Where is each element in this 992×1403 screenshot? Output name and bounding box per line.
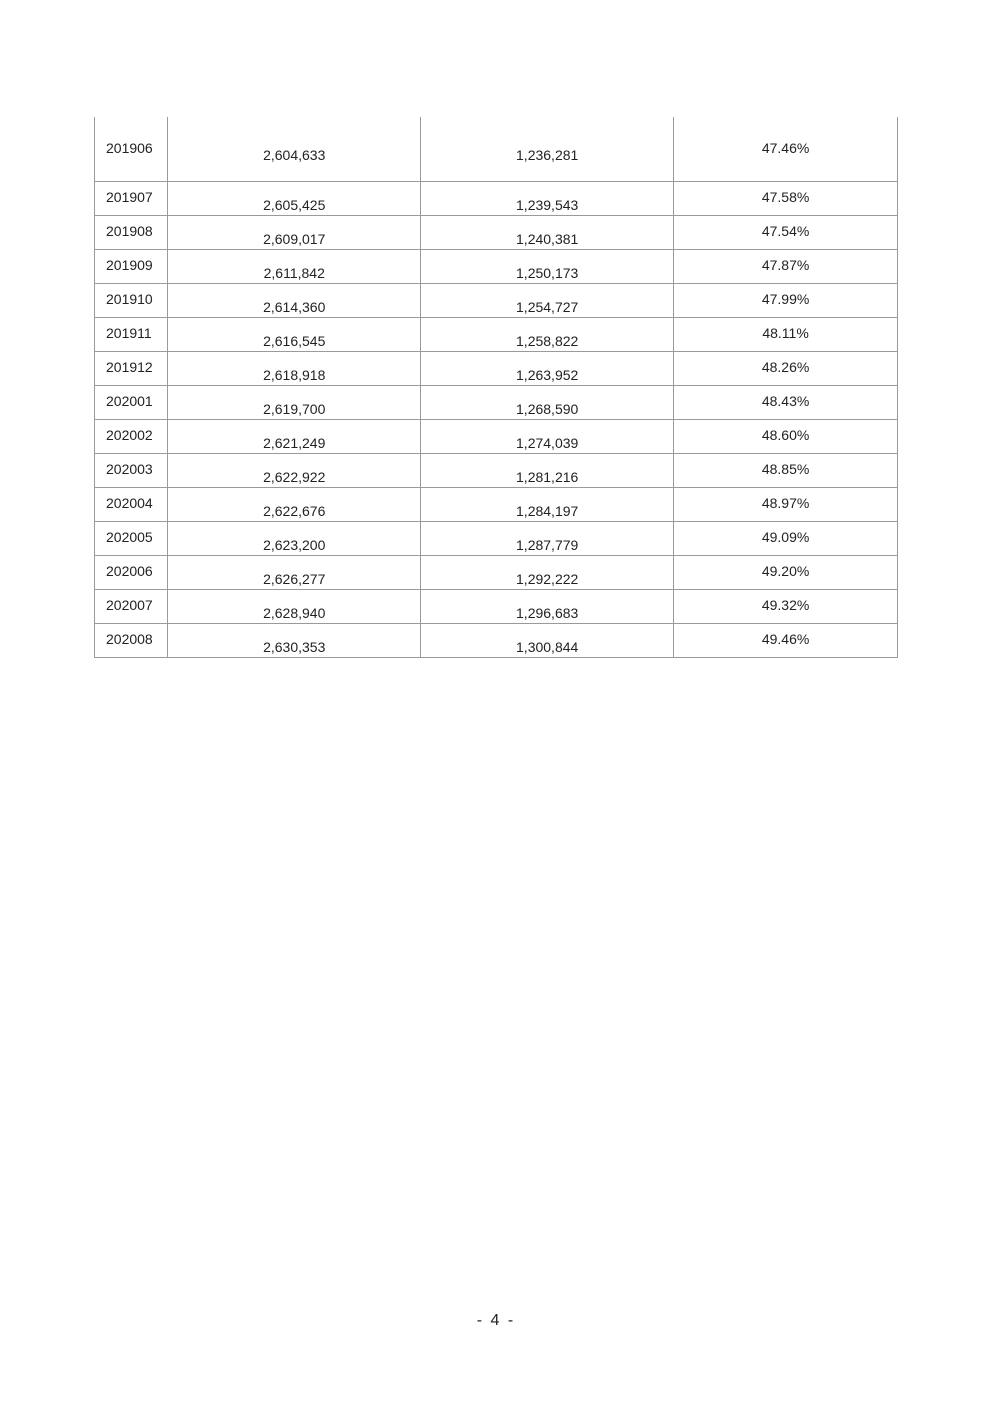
- table-row: [95, 488, 898, 522]
- value-a-cell-text: 2,630,353: [263, 639, 326, 655]
- value-b-cell-text: 1,284,197: [516, 503, 579, 519]
- month-cell: [95, 454, 168, 488]
- value-b-cell: [421, 117, 674, 182]
- percentage-cell-text: 48.43%: [761, 393, 810, 409]
- table-row: [95, 454, 898, 488]
- month-cell: [95, 556, 168, 590]
- percentage-cell-text: 48.26%: [761, 359, 810, 375]
- value-b-cell: [421, 318, 674, 352]
- value-a-cell-text: 2,628,940: [263, 605, 326, 621]
- month-cell: [95, 590, 168, 624]
- table-row: [95, 420, 898, 454]
- page-number: - 4 -: [476, 1312, 516, 1329]
- table-row: [95, 556, 898, 590]
- value-b-cell-text: 1,258,822: [516, 333, 579, 349]
- table-row: [95, 624, 898, 658]
- month-cell: [95, 522, 168, 556]
- percentage-cell-text: 48.85%: [761, 461, 810, 477]
- value-a-cell: [168, 454, 421, 488]
- value-a-cell-text: 2,605,425: [263, 197, 326, 213]
- percentage-cell: [674, 352, 898, 386]
- value-a-cell: [168, 284, 421, 318]
- value-a-cell: [168, 522, 421, 556]
- percentage-cell-text: 47.46%: [761, 140, 810, 156]
- month-cell-text: 202001: [106, 393, 153, 409]
- month-cell: [95, 420, 168, 454]
- month-cell-text: 201911: [106, 325, 152, 341]
- table-row: [95, 117, 898, 182]
- value-b-cell-text: 1,292,222: [516, 571, 579, 587]
- value-a-cell-text: 2,622,922: [263, 469, 326, 485]
- value-a-cell: [168, 318, 421, 352]
- value-a-cell: [168, 250, 421, 284]
- value-b-cell-text: 1,274,039: [516, 435, 579, 451]
- value-b-cell: [421, 352, 674, 386]
- month-cell-text: 202008: [106, 631, 153, 647]
- month-cell: [95, 250, 168, 284]
- month-cell: [95, 624, 168, 658]
- value-a-cell: [168, 352, 421, 386]
- percentage-cell-text: 47.99%: [761, 291, 810, 307]
- value-a-cell-text: 2,622,676: [263, 503, 326, 519]
- month-cell: [95, 284, 168, 318]
- month-cell-text: 202004: [106, 495, 153, 511]
- percentage-cell: [674, 386, 898, 420]
- data-table: [94, 117, 898, 658]
- month-cell-text: 202007: [106, 597, 153, 613]
- percentage-cell: [674, 318, 898, 352]
- month-cell-text: 201907: [106, 189, 153, 205]
- percentage-cell: [674, 182, 898, 216]
- percentage-cell: [674, 117, 898, 182]
- value-a-cell: [168, 182, 421, 216]
- table-row: [95, 522, 898, 556]
- value-b-cell-text: 1,250,173: [516, 265, 579, 281]
- percentage-cell-text: 48.11%: [762, 325, 809, 341]
- value-a-cell-text: 2,621,249: [263, 435, 326, 451]
- month-cell: [95, 386, 168, 420]
- percentage-cell-text: 49.09%: [761, 529, 810, 545]
- table-row: [95, 182, 898, 216]
- value-a-cell: [168, 420, 421, 454]
- value-b-cell-text: 1,300,844: [516, 639, 579, 655]
- value-b-cell-text: 1,240,381: [516, 231, 579, 247]
- percentage-cell: [674, 454, 898, 488]
- value-a-cell-text: 2,614,360: [263, 299, 326, 315]
- percentage-cell-text: 47.58%: [761, 189, 810, 205]
- month-cell-text: 201910: [106, 291, 153, 307]
- month-cell: [95, 318, 168, 352]
- value-a-cell: [168, 488, 421, 522]
- table-row: [95, 250, 898, 284]
- month-cell: [95, 216, 168, 250]
- value-b-cell-text: 1,281,216: [516, 469, 579, 485]
- value-a-cell: [168, 386, 421, 420]
- percentage-cell-text: 49.32%: [761, 597, 810, 613]
- table-row: [95, 284, 898, 318]
- table-row: [95, 386, 898, 420]
- percentage-cell: [674, 420, 898, 454]
- month-cell: [95, 117, 168, 182]
- value-a-cell: [168, 624, 421, 658]
- value-b-cell: [421, 590, 674, 624]
- table-body: [95, 117, 898, 658]
- percentage-cell-text: 49.46%: [761, 631, 810, 647]
- month-cell-text: 202005: [106, 529, 153, 545]
- value-b-cell-text: 1,236,281: [516, 147, 579, 163]
- value-a-cell-text: 2,611,842: [263, 265, 325, 281]
- percentage-cell: [674, 624, 898, 658]
- percentage-cell: [674, 522, 898, 556]
- value-b-cell-text: 1,239,543: [516, 197, 579, 213]
- month-cell-text: 201912: [106, 359, 153, 375]
- month-cell: [95, 352, 168, 386]
- value-a-cell: [168, 556, 421, 590]
- value-b-cell-text: 1,263,952: [516, 367, 579, 383]
- percentage-cell-text: 48.60%: [761, 427, 810, 443]
- value-b-cell: [421, 284, 674, 318]
- value-b-cell: [421, 216, 674, 250]
- value-a-cell-text: 2,604,633: [263, 147, 326, 163]
- month-cell-text: 201908: [106, 223, 153, 239]
- value-a-cell-text: 2,626,277: [263, 571, 326, 587]
- value-a-cell: [168, 590, 421, 624]
- value-a-cell-text: 2,623,200: [263, 537, 326, 553]
- percentage-cell: [674, 556, 898, 590]
- value-b-cell: [421, 488, 674, 522]
- value-a-cell-text: 2,616,545: [263, 333, 326, 349]
- table-row: [95, 590, 898, 624]
- value-b-cell: [421, 420, 674, 454]
- month-cell-text: 202002: [106, 427, 153, 443]
- value-a-cell-text: 2,618,918: [263, 367, 326, 383]
- value-b-cell-text: 1,254,727: [516, 299, 579, 315]
- month-cell-text: 202003: [106, 461, 153, 477]
- value-a-cell-text: 2,609,017: [263, 231, 326, 247]
- percentage-cell-text: 47.54%: [761, 223, 810, 239]
- month-cell: [95, 182, 168, 216]
- value-b-cell-text: 1,296,683: [516, 605, 579, 621]
- value-b-cell: [421, 624, 674, 658]
- table-row: [95, 318, 898, 352]
- percentage-cell: [674, 216, 898, 250]
- table-row: [95, 216, 898, 250]
- value-b-cell: [421, 556, 674, 590]
- table-row: [95, 352, 898, 386]
- percentage-cell-text: 47.87%: [761, 257, 810, 273]
- value-b-cell: [421, 182, 674, 216]
- value-b-cell: [421, 386, 674, 420]
- month-cell-text: 201906: [106, 140, 153, 156]
- value-b-cell: [421, 250, 674, 284]
- value-a-cell-text: 2,619,700: [263, 401, 326, 417]
- value-b-cell: [421, 522, 674, 556]
- percentage-cell: [674, 250, 898, 284]
- month-cell-text: 201909: [106, 257, 153, 273]
- value-b-cell: [421, 454, 674, 488]
- value-b-cell-text: 1,268,590: [516, 401, 579, 417]
- month-cell: [95, 488, 168, 522]
- percentage-cell: [674, 488, 898, 522]
- percentage-cell: [674, 284, 898, 318]
- value-b-cell-text: 1,287,779: [516, 537, 579, 553]
- value-a-cell: [168, 216, 421, 250]
- value-a-cell: [168, 117, 421, 182]
- percentage-cell-text: 48.97%: [761, 495, 810, 511]
- percentage-cell-text: 49.20%: [761, 563, 810, 579]
- month-cell-text: 202006: [106, 563, 153, 579]
- percentage-cell: [674, 590, 898, 624]
